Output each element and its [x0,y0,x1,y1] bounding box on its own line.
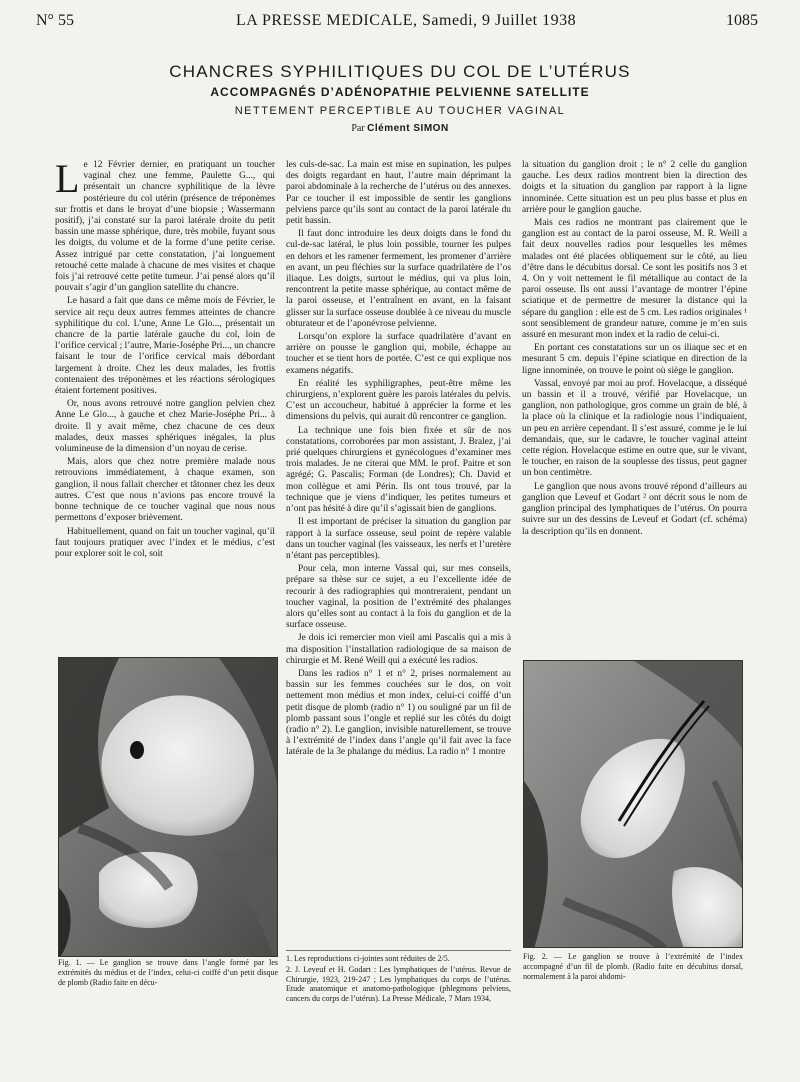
paragraph: La technique une fois bien fixée et sûr de nos constatations, corroborées par mon assistant, J. Bralez, j’ai prié quelques chirurgiens et gynécologues d’examiner mes trois malades. Je ne citerai que MM. le prof. Paitre et son agrégé; G. Pascalis; Forman (de Londres); Ch. David et mon collègue et ami Périn. Ils ont tous trouvé, par la technique que je viens d’indiquer, les petites tumeurs et n’ont pas hésité à dire qu’il s’agissait bien de ganglions. [286,425,511,515]
page-header [36,12,758,34]
byline [0,123,800,134]
footnote-2: 2. J. Leveuf et H. Godart : Les lymphatiques de l’utérus. Revue de Chirurgie, 1923, 219-247 ; Les lymphatiques du corps de l’utérus. Etude anatomique et anatomo-pathologique (phlegmons pelviens, cancers du corps de l’utérus). La Presse Médicale, 7 Mars 1934, [286,964,511,1004]
figure-2-xray [523,660,743,948]
paragraph: Il est important de préciser la situation du ganglion par rapport à la surface osseuse, seul point de repère valable dans un toucher vaginal (les vaisseaux, les nerfs et l’uretère n’étant pas perceptibles). [286,517,511,561]
paragraph: Le ganglion que nous avons trouvé répond d’ailleurs au ganglion que Leveuf et Godart ² ont décrit sous le nom de ganglion principal des lymphatiques de l’utérus. On pourra suivre sur un des dessins de Leveuf et Godart (cf. schéma) la description qu’ils en donnent. [522,481,747,537]
paragraph: les culs-de-sac. La main est mise en supination, les pulpes des doigts regardant en haut, l’autre main déprimant la paroi abdominale à la recherche de l’utérus ou des annexes. Par ce toucher il est impossible de sentir les ganglions pelviens parce qu’ils sont au contact de la paroi latérale du petit bassin. [286,160,511,227]
drop-cap: L [55,160,80,201]
paragraph: Pour cela, mon interne Vassal qui, sur mes conseils, prépare sa thèse sur ce sujet, a eu l’excellente idée de recourir à des radiographies qui montreraient, pendant un toucher vaginal, la position de l’extrémité des phalanges alors qu’elles sont au contact à la fois du ganglion et de la surface osseuse. [286,564,511,631]
paragraph: En réalité les syphiligraphes, peut-être même les chirurgiens, n’explorent guère les parois latérales du pelvis. C’est un accoucheur, habitué à apprécier la forme et les dimensions du pelvis, qui aurait dû rencontrer ce ganglion. [286,378,511,423]
figure-1-caption: Fig. 1. — Le ganglion se trouve dans l’angle formé par les extrémités du médius et de l’index, celui-ci coiffé d’un petit disque de plomb (Radio faite en décu- [58,958,278,987]
page-number: 1085 [726,12,758,29]
author-name: Clément SIMON [367,123,449,134]
paragraph: Mais, alors que chez notre première malade nous retrouvions immédiatement, à chaque examen, son ganglion, il nous fallait chercher et tâtonner chez les deux autres. C’est que nous n’avions pas encore trouvé la bonne technique de ce toucher vaginal que nous nous permettons d’exposer brièvement. [55,457,275,524]
xray-image-1 [59,658,278,957]
paragraph: la situation du ganglion droit ; le n° 2 celle du ganglion gauche. Les deux radios montrent bien la direction des doigts et la situation du ganglion par rapport à la ligne innominée. Cette situation est un peu plus basse et plus en arrière pour le ganglion gauche. [522,160,747,215]
figure-1-xray [58,657,278,957]
paragraph: Je dois ici remercier mon vieil ami Pascalis qui a mis à ma disposition l’installation radiologique de sa maison de chirurgie et M. René Weill qui a exécuté les radios. [286,633,511,666]
article-title: CHANCRES SYPHILITIQUES DU COL DE L’UTÉRUS [169,62,631,81]
paragraph: En portant ces constatations sur un os iliaque sec et en mesurant 5 cm. depuis l’épine sciatique en direction de la ligne innominée, on trouve le point où siège le ganglion. [522,343,747,376]
issue-number: N° 55 [36,12,74,29]
paragraph: Dans les radios n° 1 et n° 2, prises normalement au bassin sur les femmes couchées sur le dos, on voit nettement mon médius et mon index, celui-ci coiffé d’un petit disque de plomb (radio n° 1) ou souligné par un fil de plomb passant sous l’ongle et replié sur les côtés du doigt (radio n° 2). Le ganglion, invisible naturellement, se trouve à l’extrémité de l’index dans l’angle qu’il fait avec la face latérale de la 3e phalange du médius. La radio n° 1 montre [286,668,511,758]
paragraph: Lorsqu’on explore la surface quadrilatère d’avant en arrière on pousse le ganglion qui, mobile, échappe au toucher et se tient hors de portée. C’est ce qui explique nos examens négatifs. [286,332,511,376]
column-2 [286,160,511,1020]
article-heading [0,62,800,134]
paragraph: Le hasard a fait que dans ce même mois de Février, le service ait reçu deux autres femmes atteintes de chancre syphilitique du col. L’une, Anne Le Glo..., présentait un chancre de la partie latérale gauche du col, loin de l’orifice cervical ; l’autre, Marie-Joséphe Pri..., un chancre faisant le tour de l’orifice cervical mais débordant largement à droite. Chez les deux malades, les frottis contenaient des tréponèmes et les réactions sérologiques étaient fortement positives. [55,296,275,397]
xray-image-2 [524,661,743,948]
paragraph: Vassal, envoyé par moi au prof. Hovelacque, a disséqué un bassin et il a trouvé, vérifié par Hovelacque, un ganglion, non pathologique, gros comme un grain de blé, à la place où la clinique et la radiologie nous l’indiquaient, un peu en arrière cependant. Il s’est assuré, comme je le lui demandais, que, sur le cadavre, le toucher vaginal atteint cette région. Hovelacque estime en outre que, sur le vivant, le toucher, en raison de la souplesse des tissus, peut gagner un bon centimètre. [522,378,747,479]
paragraph-text: e 12 Février dernier, en pratiquant un toucher vaginal chez une femme, Paulette G..., qui présentait un chancre syphilitique de la lèvre postérieure du col utérin (présence de tréponèmes sur frottis et dans le broyat d’une biopsie ; Wassermann positif), j’ai constaté sur la paroi latérale droite du petit bassin une masse sphérique, dure, très mobile, fuyant sous les doigts, du volume et de la forme d’une petite cerise. Assez intrigué par cette constatation, j’ai longuement retouché cette malade à chacune de mes visites et chaque fois j’ai retrouvé cette petite tumeur. J’ai pensé alors qu’il pouvait s’agir d’un ganglion satellite du chancre. [55,160,275,294]
figure-2-caption: Fig. 2. — Le ganglion se trouve à l’extrémité de l’index accompagné d’un fil de plomb. (Radio faite en décubitus dorsal, normalement à la paroi abdomi- [523,952,743,981]
footnote-1: 1. Les reproductions ci-jointes sont réduites de 2/5. [286,954,450,963]
paragraph [55,160,275,294]
column-1 [55,160,275,652]
journal-title: LA PRESSE MEDICALE, Samedi, 9 Juillet 1938 [236,12,577,29]
paragraph: Habituellement, quand on fait un toucher vaginal, qu’il faut toujours pratiquer avec l’index et le médius, c’est pour explorer soit le col, soit [55,526,275,559]
paragraph: Or, nous avons retrouvé notre ganglion pelvien chez Anne Le Glo..., à gauche et chez Marie-Joséphe Pri... à droite. Il y avait même, chez chacune de ces deux malades, deux masses sphériques inégales, la plus volumineuse de la dimension d’un noyau de cerise. [55,399,275,455]
paragraph: Mais ces radios ne montrant pas clairement que le ganglion est au contact de la paroi osseuse, M. R. Weill a fait deux nouvelles radios pour lesquelles les mêmes malades ont été placées obliquement sur le côté, au lieu d’être dans le décubitus dorsal. Ce sont les positifs nos 3 et 4. On y voit nettement le fil métallique au contact de la paroi osseuse. Ils ont aussi l’avantage de montrer l’épine sciatique et de permettre de mesurer la distance qui la sépare du ganglion : elle est de 5 cm. Les radios originales ¹ sont sensiblement de grandeur nature, comme je m’en suis assuré en mesurant mon index et la radio de celui-ci. [522,218,747,341]
footnotes [286,950,511,1005]
byline-prefix: Par [351,123,365,134]
article-subtitle-2: NETTEMENT PERCEPTIBLE AU TOUCHER VAGINAL [234,105,566,117]
article-subtitle: ACCOMPAGNÉS D’ADÉNOPATHIE PELVIENNE SATELLITE [210,85,590,99]
column-3 [522,160,747,606]
paragraph: Il faut donc introduire les deux doigts dans le fond du cul-de-sac latéral, le plus loin possible, tourner les pulpes en dehors et les ramener fermement, les promener d’arrière en avant, un peu fléchies sur la surface quadrilatère de l’os iliaque. Les doigts, surtout le médius, qui va plus loin, rencontrent la petite masse sphérique, au contact même de la paroi osseuse, et l’entraînent en avant, en la faisant glisser sur la surface osseuse doublée à ce niveau du muscle obturateur et de l’aponévrose pelvienne. [286,229,511,329]
